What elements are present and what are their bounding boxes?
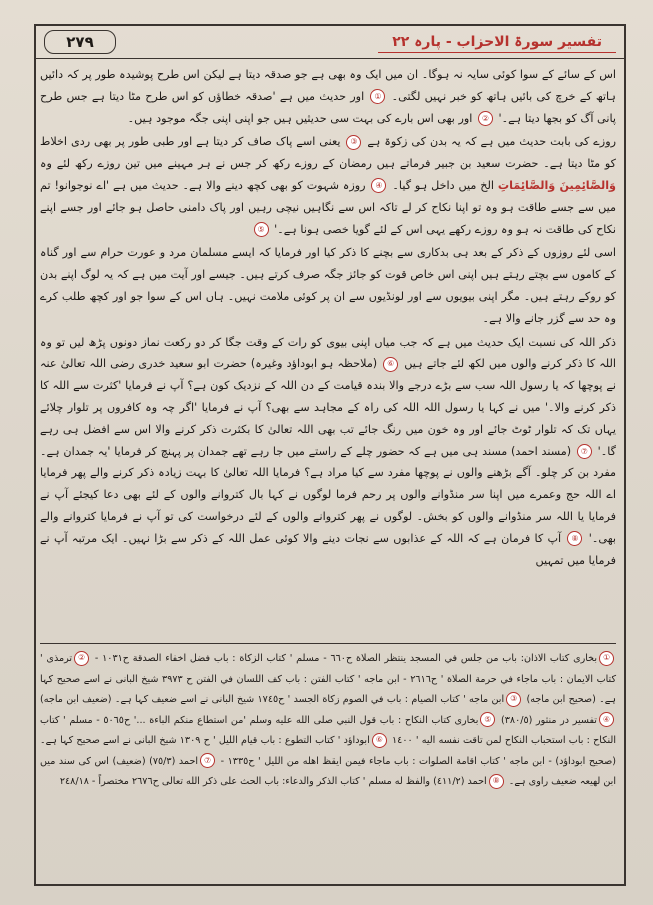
quran-verse: وَالصَّائِمِينَ وَالصَّائِمَاتِ (497, 178, 617, 192)
footnote-marker: ① (370, 89, 385, 104)
footnote-text: احمد (٤١١/٢) والفظ له مسلم ' كتاب الذكر والدعاء: باب الحث على ذكر الله تعالى ح٢٦٧٦ مختصراً - ٢٤٨/١٨ (59, 776, 487, 787)
running-title: تفسیر سورۃ الاحزاب - پارہ ۲۲ (378, 32, 616, 53)
footnote-number: ⑧ (489, 774, 504, 789)
main-text (40, 64, 616, 571)
footnote (501, 715, 616, 726)
paragraph-text: اسی لئے روزوں کے ذکر کے بعد ہی بدکاری سے بچنے کا ذکر کیا اور فرمایا کہ ایسے مسلمان مرد و عورت حرام سے اور گناہ کے کاموں سے بچتے رہتے ہیں اپنی اس خاص قوت کو جائز جگہ صرف کرتے ہیں۔ جیسے اور آیت میں ہے کہ یہ لوگ اپنے بدن کو روکے رہتے ہیں۔ مگر اپنی بیویوں سے اور لونڈیوں سے ان پر کوئی ملامت نہیں۔ ہاں اس کے سوا جو اور کچھ طلب کرے وہ حد سے گزر جانے والا ہے۔ (40, 246, 616, 325)
footnote-text: تفسير در منثور (٣٨٠/٥) (501, 714, 597, 726)
footnote (95, 653, 616, 664)
footnote-number: ④ (599, 712, 614, 727)
footnote-text: ابن ماجه ' كتاب الصيام : باب في الصوم زكاة الجسد ' ح١٧٤٥ شیخ البانی نے اسے ضعیف کہا ہے۔ (ضعیف ابن ماجه) (40, 694, 505, 705)
header-divider (36, 58, 624, 59)
paragraph-text: اور حدیث میں ہے 'صدقہ خطاؤں کو اس طرح مٹا دیتا ہے جس طرح پانی آگ کو بجھا دیتا ہے۔' (40, 89, 616, 125)
paragraph-text: یعنی اسے پاک صاف کر دیتا ہے اور طبی طور پر بھی ردی اخلاط کو مٹا دیتا ہے۔ حضرت سعید بن جبیر فرماتے ہیں رمضان کے روزے رکھ کر جس نے ہر مہینے میں تین روزے رکھ لئے وہ (40, 135, 616, 171)
paragraph-text: روزہ شہوت کو بھی کچھ دینے والا ہے۔ حدیث میں ہے 'اے نوجوانو! تم میں سے جسے طاقت ہو وہ تو اپنا نکاح کر لے تاکہ اس سے نگاہیں نیچی رہیں اور پاک دامنی حاصل ہو جائے اور جسے اپنے نکاح کی طاقت نہ ہو وہ روزے رکھے یہی اس کے لئے گویا خصی ہونا ہے۔' (40, 178, 616, 236)
footnote-number: ⑥ (372, 733, 387, 748)
paragraph-text: (ملاحظہ ہو ابوداؤد وغیرہ) حضرت ابو سعید خدری رضی اللہ تعالیٰ عنہ نے پوچھا کہ یا رسول اللہ سب سے بڑے درجے والا بندہ قیامت کے دن اللہ کے نزدیک کون ہے؟ آپ نے فرمایا 'کثرت سے اللہ کا ذکر کرنے والا۔' میں نے کہا یا رسول اللہ اللہ کی راہ کے مجاہد سے بھی؟ آپ نے فرمایا 'اگر چہ وہ کافروں پر تلوار چلائے یہاں تک کہ تلوار ٹوٹ جائے اور وہ خون میں رنگ جائے تب بھی اللہ تعالیٰ کا بکثرت ذکر کرنے والا اس سے افضل ہی رہے گا۔' (40, 357, 617, 458)
footnote-text: بخاری كتاب النكاح : باب قول النبي صلى الله عليه وسلم 'من استطاع منكم الباءة ...' ح٥٠٦٥ - مسلم ' كتاب النكاح : باب استحباب النكاح لمن تاقت نفسه اليه ' ١٤٠٠ (40, 714, 616, 746)
footnote-number: ② (74, 651, 89, 666)
footnote-marker: ⑥ (383, 357, 398, 372)
footnote-text: احمد (٧٥/٣) (ضعیف) اس کی سند میں ابن لهیعہ ضعیف راوی ہے۔ (40, 755, 616, 787)
paragraph-text: الخ میں داخل ہو گیا۔ (392, 178, 494, 192)
page-number: ۲۷۹ (44, 30, 116, 54)
paragraph-text: اور بھی اس بارے کی بہت سی حدیثیں ہیں جو اپنی اپنی جگہ موجود ہیں۔ (127, 111, 473, 125)
footnote-marker: ⑤ (254, 222, 269, 237)
paragraph (40, 64, 616, 129)
footnote (40, 694, 523, 705)
paragraph-text: آپ کا فرمان ہے کہ اللہ کے عذابوں سے نجات دینے والا کوئی عمل اللہ کے ذکر سے بڑا نہیں۔ ایک مرتبہ آپ نے فرمایا میں تمہیں (40, 531, 616, 567)
footnote-text: ترمذی ' كتاب الايمان : باب ماجاء في حرمة الصلاة ' ح٢٦١٦ - ابن ماجه ' كتاب الفتن : باب كف اللسان في الفتن ح ٣٩٧٣ شیخ البانی نے اسے صحیح کہا ہے۔ (صحیح ابن ماجه) (40, 653, 617, 705)
page-header (36, 27, 624, 57)
footnote-marker: ④ (371, 178, 386, 193)
footnotes (40, 649, 616, 793)
footnote-marker: ② (478, 111, 493, 126)
paragraph-text: اس کے سائے کے سوا کوئی سایہ نہ ہوگا۔ ان میں ایک وہ بھی ہے جو صدقہ دیتا ہے لیکن اس طرح پوشیدہ طور پر کہ دائیں ہاتھ کے خرچ کی بائیں ہاتھ کو خبر نہیں لگتی۔ (40, 68, 616, 103)
footnote-number: ① (599, 651, 614, 666)
footnote-divider (40, 643, 616, 644)
paragraph-text: ذکر اللہ کی نسبت ایک حدیث میں ہے کہ جب میاں اپنی بیوی کو رات کے وقت جگا کر دو رکعت نماز دونوں پڑھ لیں تو وہ اللہ کا ذکر کرنے والوں میں لکھ لئے جاتے ہیں (40, 335, 617, 371)
paragraph (40, 332, 616, 572)
paragraph-text: روزے کی بابت حدیث میں ہے کہ یہ بدن کی زکوۃ ہے (367, 135, 617, 149)
footnote-text: ابوداؤد ' كتاب التطوع : باب قيام الليل ' ح ١٣٠٩ شیخ البانی نے اسے صحیح کہا ہے۔ (صحیح ابوداؤد) - ابن ماجه ' كتاب اقامة الصلوات : باب ماجاء فيمن ايقظ اهله من الليل ' ح١٣٣٥ - (40, 735, 616, 767)
paragraph (40, 131, 616, 240)
footnote-number: ③ (506, 692, 521, 707)
footnote-marker: ⑦ (577, 444, 592, 459)
footnote-number: ⑤ (480, 712, 495, 727)
paragraph-text: (مسند احمد) مسند ہی میں ہے کہ حضور چلے کے راستے میں جا رہے تھے جمدان پر پہنچ کر فرمایا 'یہ جمدان ہے۔ مفرد بن کر چلو۔ آگے بڑھنے والوں نے پوچھا مفرد سے کیا مراد ہے؟ فرمایا اللہ تعالیٰ کا بہت زیادہ ذکر کرنے والے پھر فرمایا اے اللہ حج وعمرے میں اپنا سر منڈوانے والوں پر رحم فرما لوگوں نے کہا بال کتروانے والوں کے لئے بھی دعا کیجئے آپ نے فرمایا یا اللہ سر منڈوانے والوں کو بخش۔ لوگوں نے پھر کتروانے والوں کے لئے درخواست کی تو آپ نے فرمایا کتروانے والے بھی۔' (40, 444, 616, 545)
paragraph (40, 242, 616, 329)
footnote-marker: ⑧ (567, 531, 582, 546)
footnote-number: ⑦ (200, 753, 215, 768)
footnote-text: بخاری كتاب الاذان: باب من جلس في المسجد ينتظر الصلاة ح٦٦٠ - مسلم ' كتاب الزكاة : باب فضل اخفاء الصدقة ح١٠٣١ - (94, 653, 598, 664)
footnote (60, 776, 506, 787)
footnote-marker: ③ (346, 135, 361, 150)
